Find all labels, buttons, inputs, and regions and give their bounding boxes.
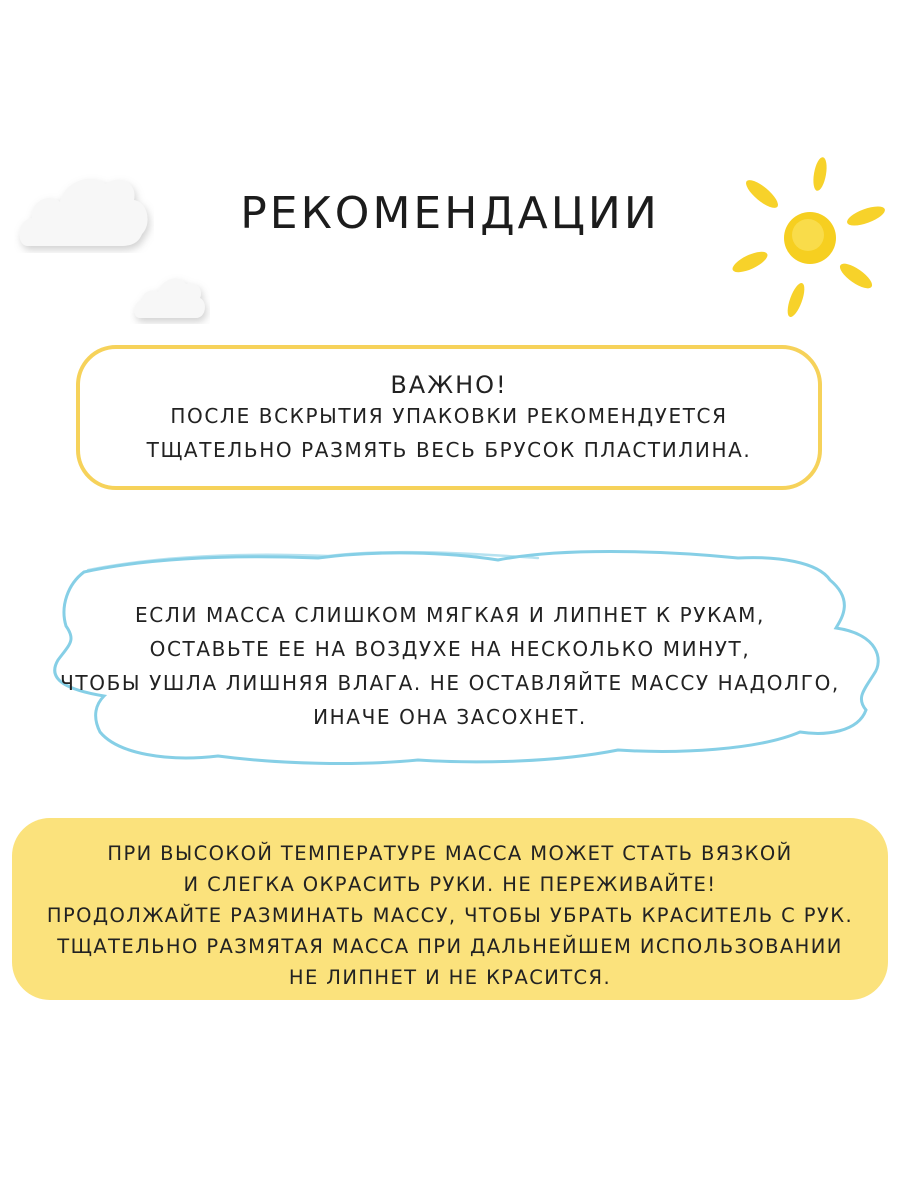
page-title: РЕКОМЕНДАЦИИ <box>240 188 660 239</box>
heat-note-line: ПРОДОЛЖАЙТЕ РАЗМИНАТЬ МАССУ, ЧТОБЫ УБРАТЬ КРАСИТЕЛЬ С РУК. <box>46 904 854 927</box>
important-line: ПОСЛЕ ВСКРЫТИЯ УПАКОВКИ РЕКОМЕНДУЕТСЯ <box>170 404 728 428</box>
heat-note-line: ТЩАТЕЛЬНО РАЗМЯТАЯ МАССА ПРИ ДАЛЬНЕЙШЕМ ИСПОЛЬЗОВАНИИ <box>57 935 843 958</box>
cloud-note-line: ЕСЛИ МАССА СЛИШКОМ МЯГКАЯ И ЛИПНЕТ К РУКАМ, <box>135 603 765 627</box>
heat-note-line: НЕ ЛИПНЕТ И НЕ КРАСИТСЯ. <box>288 966 612 989</box>
cloud-icon <box>130 266 210 324</box>
cloud-note-line: ИНАЧЕ ОНА ЗАСОХНЕТ. <box>313 705 587 729</box>
heat-note-line: ПРИ ВЫСОКОЙ ТЕМПЕРАТУРЕ МАССА МОЖЕТ СТАТЬ ВЯЗКОЙ <box>107 842 793 865</box>
cloud-note-line: ОСТАВЬТЕ ЕЕ НА ВОЗДУХЕ НА НЕСКОЛЬКО МИНУТ, <box>149 637 751 661</box>
important-heading: ВАЖНО! <box>390 371 508 399</box>
important-line: ТЩАТЕЛЬНО РАЗМЯТЬ ВЕСЬ БРУСОК ПЛАСТИЛИНА. <box>146 438 752 462</box>
heat-notice-box <box>12 818 888 1000</box>
important-notice-box <box>76 345 822 490</box>
cloud-note <box>30 598 870 734</box>
heat-note-line: И СЛЕГКА ОКРАСИТЬ РУКИ. НЕ ПЕРЕЖИВАЙТЕ! <box>183 873 717 896</box>
cloud-note-line: ЧТОБЫ УШЛА ЛИШНЯЯ ВЛАГА. НЕ ОСТАВЛЯЙТЕ МАССУ НАДОЛГО, <box>60 671 840 695</box>
